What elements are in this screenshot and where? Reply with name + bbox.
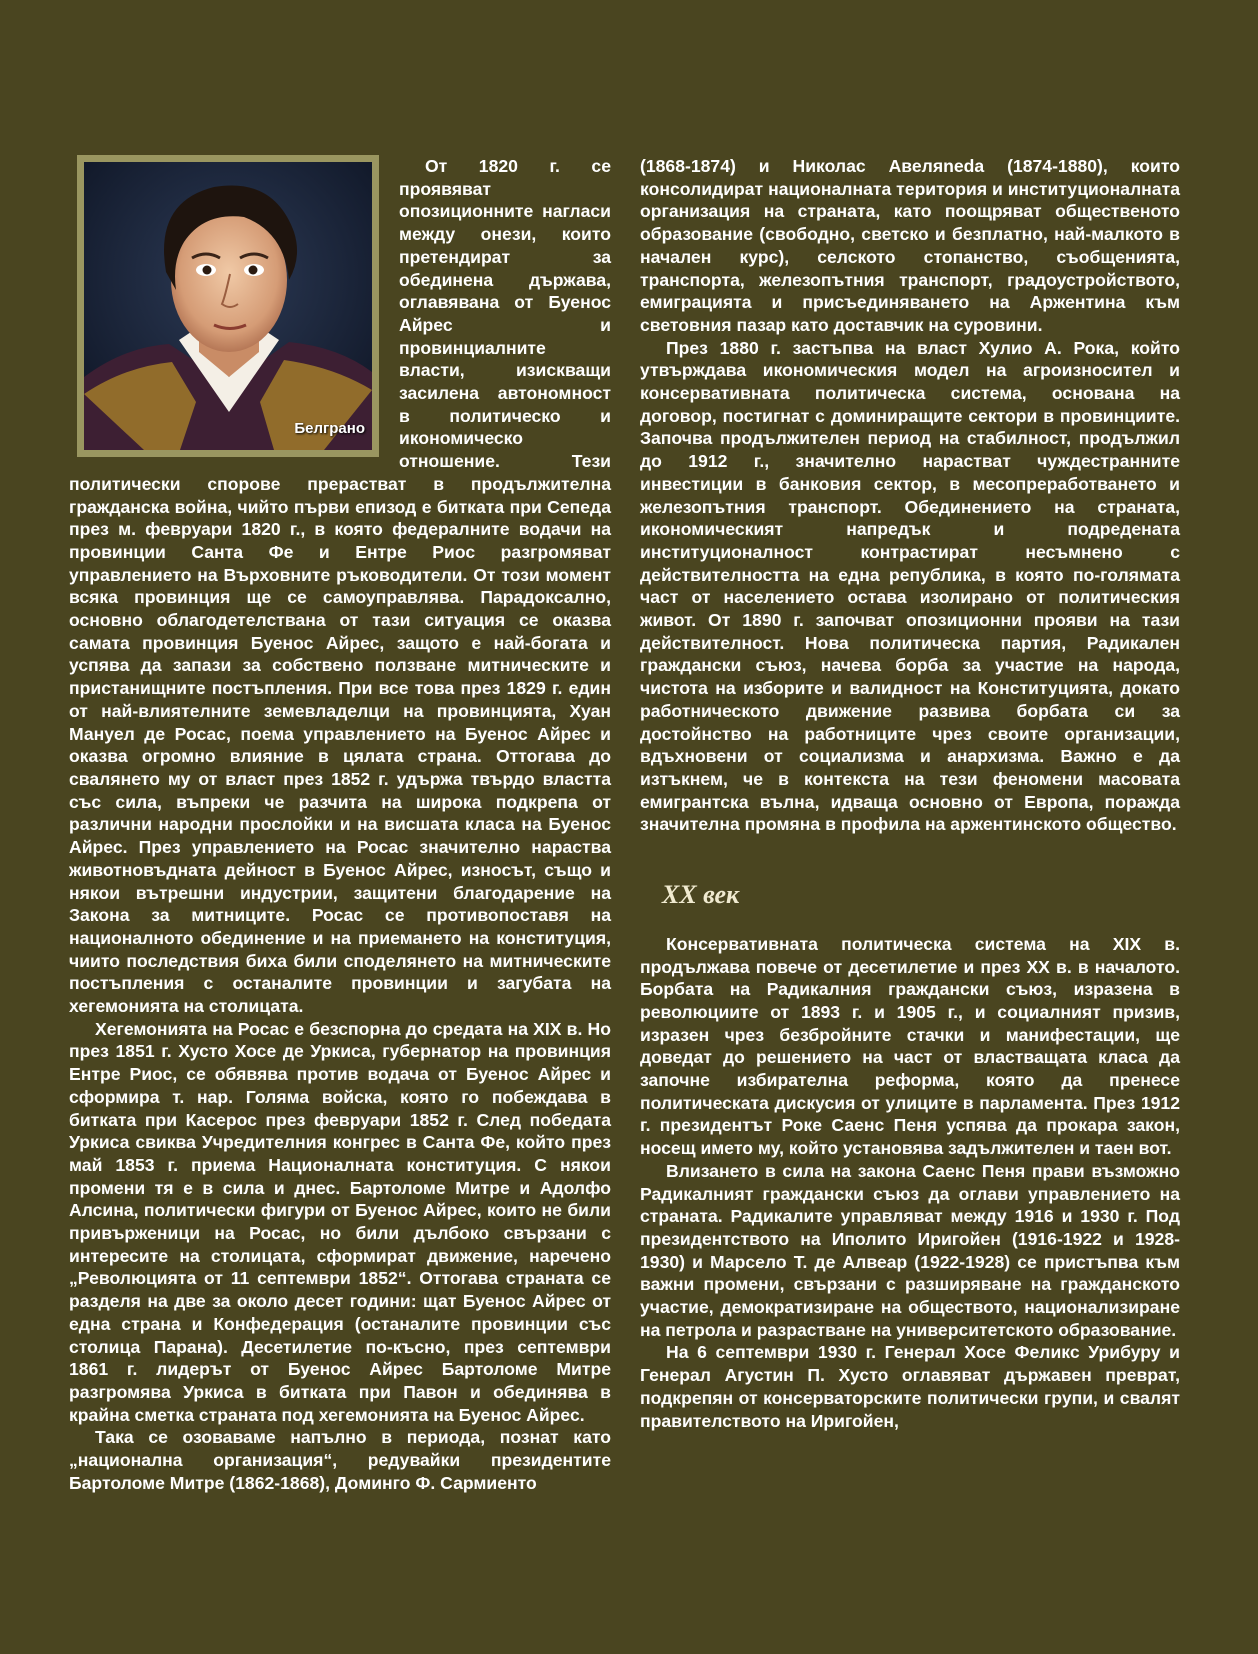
paragraph: Така се озоваваме напълно в периода, познат като „национална организация“, редувайки президентите Бартоломе Митре (1862-1868), Доминго Ф. Сармиенто — [69, 1427, 611, 1493]
paragraph: От 1820 г. се проявяват опозиционните нагласи между онези, които претендират за обединена държава, оглавявана от Буенос Айрес и провинциалните власти, изискващи засилена автономност в политическо и икономическо отношение. Тези политически спорове прерастват в продължителна гражданска война, чийто първи епизод е битката при Сепеда през м. февруари 1820 г., в която федералните водачи на провинции Санта Фе и Ентре Риос разгромяват управлението на Върховните ръководители. От този момент всяка провинция ще се самоуправлява. Парадоксално, основно облагодетелствана от тази ситуация се оказва самата провинция Буенос Айрес, защото е най-богата и успява да запази за собствено ползване митническите и пристанищните постъпления. При все това през 1829 г. един от най-влиятелните земевладелци на провинцията, Хуан Мануел де Росас, поема управлението на Буенос Айрес и оказва огромно влияние в цялата страна. Оттогава до свалянето му от власт през 1852 г. удържа твърдо властта със сила, въпреки че разчита на широка подкрепа от различни народни прослойки и на висшата класа на Буенос Айрес. През управлението на Росас значително нараства животновъдната дейност в Буенос Айрес, износът, също и някои вътрешни индустрии, защитени благодарение на Закона за митниците. Росас се противопоставя на националното обединение и на приемането на конституция, чиито последствия биха били споделянето на митническите постъпления с останалите провинции и загубата на хегемонията на столицата. — [69, 156, 611, 1017]
paragraph: Хегемонията на Росас е безспорна до средата на XIX в. Но през 1851 г. Хусто Хосе де Уркиса, губернатор на провинция Ентре Риос, се обявява против водача от Буенос Айрес и сформира т. нар. Голяма войска, която го побеждава в битката при Касерос през февруари 1852 г. След победата Уркиса свиква Учредителния конгрес в Санта Фе, който през май 1853 г. приема Националната конституция. С някои промени тя е в сила и днес. Бартоломе Митре и Адолфо Алсина, политически фигури от Буенос Айрес, които не били привърженици на Росас, но били дълбоко свързани с интересите на столицата, сформират движение, наречено „Революцията от 11 септември 1852“. Оттогава страната се разделя на две за около десет години: щат Буенос Айрес от една страна и Конфедерация (останалите провинции със столица Парана). Десетилетие по-късно, през септември 1861 г. лидерът от Буенос Айрес Бартоломе Митре разгромява Уркиса в битката при Павон и обединява в крайна сметка страната под хегемонията на Буенос Айрес. — [69, 1018, 611, 1425]
section-heading: XX век — [662, 880, 740, 910]
portrait-belgrano — [77, 155, 379, 457]
paragraph: През 1880 г. застъпва на власт Хулио А. Рока, който утвърждава икономическия модел на агроизносител и консервативната политическа система, основана на договор, постигнат с доминиращите сектори в провинциите. Започва продължителен период на стабилност, продължил до 1912 г., значително нарастват чуждестранните инвестиции в банковия сектор, в месопреработването и железопътния транспорт. Обединението на страната, икономическият напредък и подредената институционалност контрастират несъмнено с действителността на една република, в която по-голямата част от населението остава изолирано от политическия живот. От 1890 г. започват опозиционни прояви на тази действителност. Нова политическа партия, Радикален граждански съюз, начева борба за участие на народа, чистота на изборите и валидност на Конституцията, докато работническото движение развива борбата си за достойнство на работниците чрез своите организации, вдъхновени от социализма и анархизма. Важно е да изтъкнем, че в контекста на тези феномени масовата емигрантска вълна, идваща основно от Европа, поражда значителна промяна в профила на аржентинското общество. — [640, 337, 1180, 835]
paragraph: Консервативната политическа система на XIX в. продължава повече от десетилетие и през XX в. в началото. Борбата на Радикалния граждански съюз, изразена в революциите от 1893 г. и 1905 г., и социалният призив, изразен чрез безбройните стачки и манифестации, ще доведат до решението на част от властващата класа да започне избирателна реформа, която да пренесе политическата дискусия от улиците в парламента. През 1912 г. президентът Роке Саенс Пеня успява да прокара закон, носещ името му, който установява задължителен и таен вот. — [640, 933, 1180, 1159]
paragraph: Влизането в сила на закона Саенс Пеня прави възможно Радикалният граждански съюз да оглави управлението на страната. Радикалите управляват между 1916 и 1930 г. Под президентството на Иполито Иригойен (1916-1922 и 1928-1930) и Марсело Т. де Алвеар (1922-1928) се пристъпва към важни промени, свързани с разширяване на гражданското участие, демократизиране на обществото, национализиране на петрола и разрастване на университетското образование. — [640, 1160, 1180, 1340]
portrait-caption: Белграно — [294, 420, 365, 438]
right-column — [640, 155, 1180, 1432]
paragraph: На 6 септември 1930 г. Генерал Хосе Феликс Урибуру и Генерал Агустин П. Хусто оглавяват държавен преврат, подкрепян от консерваторските политически групи, и свалят правителството на Иригойен, — [640, 1342, 1180, 1431]
paragraph: (1868-1874) и Николас Авеляneda (1874-1880), които консолидират националната територия и институционалната организация на страната, като поощряват общественото образование (свободно, светско и безплатно, най-малкото в начален курс), селското стопанство, съобщенията, транспорта, железопътния транспорт, градоустройството, емиграцията и присъединяването на Аржентина към световния пазар като доставчик на суровини. — [640, 156, 1180, 335]
left-column — [69, 155, 611, 1494]
portrait-image — [84, 162, 372, 450]
